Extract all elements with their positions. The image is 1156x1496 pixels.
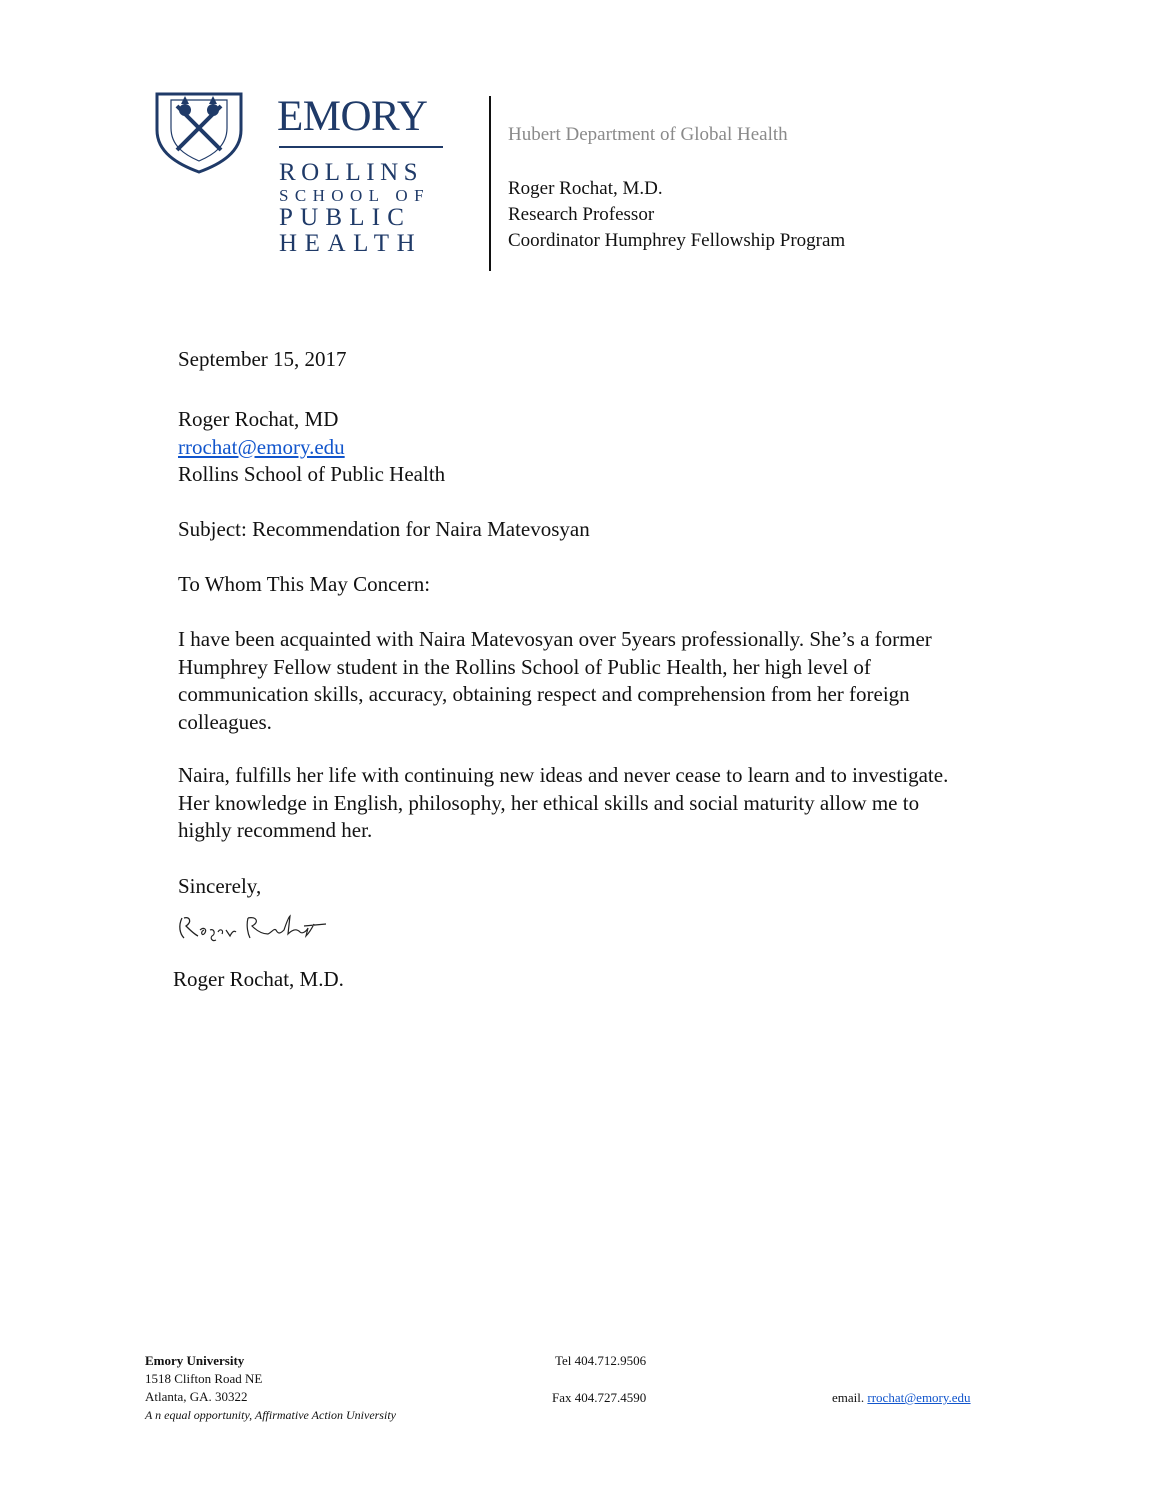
footer-street: 1518 Clifton Road NE — [145, 1371, 263, 1386]
closing: Sincerely, — [178, 874, 262, 898]
paragraph-1-line: colleagues. — [178, 709, 272, 734]
logo-wordmark: EMORY — [277, 93, 428, 140]
school-name — [279, 160, 430, 256]
footer-email-link[interactable]: rrochat@emory.edu — [867, 1390, 971, 1405]
logo-divider — [279, 146, 443, 148]
paragraph-2-line: highly recommend her. — [178, 818, 373, 842]
letter-date: September 15, 2017 — [178, 347, 347, 371]
sender-block — [178, 406, 445, 489]
emory-rollins-logo — [155, 92, 450, 262]
handwritten-signature — [176, 912, 336, 946]
footer-address — [145, 1352, 396, 1424]
footer-org: Emory University — [145, 1353, 245, 1368]
subject-line: Subject: Recommendation for Naira Matevosyan — [178, 517, 590, 541]
author-role: Coordinator Humphrey Fellowship Program — [508, 230, 846, 251]
paragraph-2-line: Her knowledge in English, philosophy, her ethical skills and social maturity allow me to — [178, 790, 920, 815]
department-name: Hubert Department of Global Health — [508, 124, 788, 145]
school-line-3: PUBLIC — [279, 204, 412, 231]
school-line-2: SCHOOL OF — [279, 186, 430, 205]
school-line-1: ROLLINS — [279, 159, 424, 186]
paragraph-1-line: communication skills, accuracy, obtaining respect and comprehension from her foreign — [178, 682, 910, 706]
paragraph-1-line: I have been acquainted with Naira Matevosyan over 5years professionally. She’s a former — [178, 627, 932, 651]
footer-tel: Tel 404.712.9506 — [555, 1353, 647, 1368]
footer-email — [832, 1389, 971, 1407]
footer-email-label: email. — [832, 1390, 865, 1405]
paragraph-1 — [178, 626, 932, 736]
author-title: Research Professor — [508, 204, 655, 225]
sender-school: Rollins School of Public Health — [178, 462, 446, 486]
signer-name: Roger Rochat, M.D. — [173, 967, 344, 991]
footer-tagline: A n equal opportunity, Affirmative Action University — [145, 1408, 396, 1422]
shield-icon — [155, 92, 243, 174]
sender-email-link[interactable]: rrochat@emory.edu — [178, 434, 345, 459]
paragraph-2 — [178, 762, 948, 845]
school-line-4: HEALTH — [279, 230, 423, 257]
paragraph-2-line: Naira, fulfills her life with continuing new ideas and never cease to learn and to investigate. — [178, 763, 949, 787]
header-divider — [489, 96, 491, 271]
author-block — [508, 176, 845, 254]
footer-fax: Fax 404.727.4590 — [552, 1390, 647, 1405]
salutation: To Whom This May Concern: — [178, 572, 431, 596]
sender-name: Roger Rochat, MD — [178, 407, 339, 431]
paragraph-1-line: Humphrey Fellow student in the Rollins School of Public Health, her high level of — [178, 654, 871, 679]
footer-city: Atlanta, GA. 30322 — [145, 1389, 248, 1404]
author-name: Roger Rochat, M.D. — [508, 178, 663, 199]
